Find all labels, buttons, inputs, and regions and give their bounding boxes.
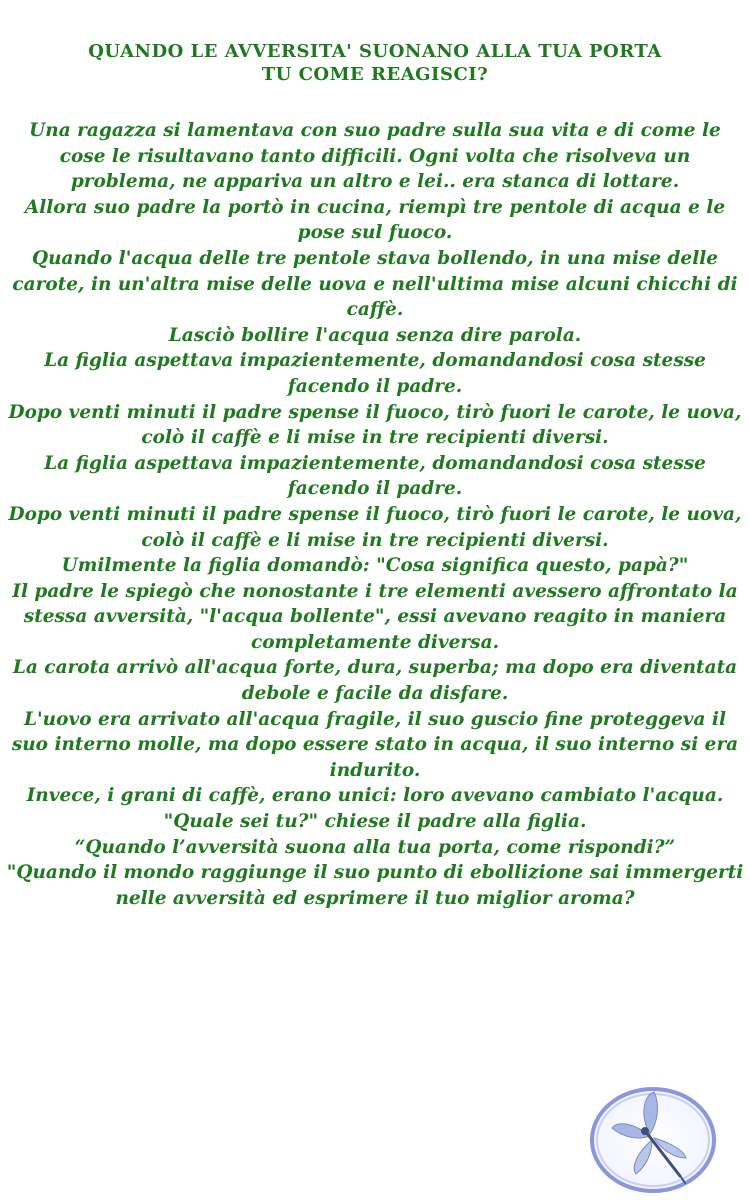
story-paragraph: La carota arrivò all'acqua forte, dura, superba; ma dopo era diventata debole e facile da disfare.: [12, 657, 738, 705]
story-text: [6, 118, 744, 911]
story-paragraph: Umilmente la figlia domandò: "Cosa significa questo, papà?": [61, 555, 689, 577]
story-paragraph: La figlia aspettava impazientemente, domandandosi cosa stesse facendo il padre.: [44, 350, 706, 397]
title-line-1: QUANDO LE AVVERSITA' SUONANO ALLA TUA PORTA: [88, 41, 662, 62]
story-paragraph: Dopo venti minuti il padre spense il fuoco, tirò fuori le carote, le uova, colò il caffè e li mise in tre recipienti diversi.: [8, 503, 742, 551]
story-paragraph: Il padre le spiegò che nonostante i tre elementi avessero affrontato la stessa avversità, "l'acqua bollente", essi avevano reagito in maniera completamente diversa.: [12, 580, 738, 653]
story-paragraph: Quando l'acqua delle tre pentole stava bollendo, in una mise delle carote, in un'altra mise delle uova e nell'ultima mise alcuni chicchi di caffè.: [12, 247, 738, 321]
story-paragraph: Dopo venti minuti il padre spense il fuoco, tirò fuori le carote, le uova, colò il caffè e li mise in tre recipienti diversi.: [8, 401, 742, 449]
story-paragraph: Invece, i grani di caffè, erano unici: loro avevano cambiato l'acqua.: [26, 785, 724, 807]
story-paragraph: "Quale sei tu?" chiese il padre alla figlia.: [163, 811, 587, 833]
story-paragraph: Allora suo padre la portò in cucina, riempì tre pentole di acqua e le pose sul fuoco.: [24, 196, 726, 244]
story-paragraph: Lasciò bollire l'acqua senza dire parola.: [168, 324, 582, 346]
dragonfly-icon: [588, 1084, 718, 1194]
story-paragraph: Una ragazza si lamentava con suo padre sulla sua vita e di come le cose le risultavano tanto difficili. Ogni volta che risolveva un problema, ne appariva un altro e lei.. era stanca di lottare.: [29, 120, 721, 193]
story-paragraph: “Quando l’avversità suona alla tua porta, come rispondi?”: [74, 836, 676, 858]
story-paragraph: "Quando il mondo raggiunge il suo punto di ebollizione sai immergerti nelle avversità ed esprimere il tuo miglior aroma?: [6, 862, 744, 909]
story-paragraph: La figlia aspettava impazientemente, domandandosi cosa stesse facendo il padre.: [44, 452, 706, 500]
title-line-2: TU COME REAGISCI?: [261, 64, 489, 85]
story-paragraph: L'uovo era arrivato all'acqua fragile, il suo guscio fine proteggeva il suo interno molle, ma dopo essere stato in acqua, il suo interno si era indurito.: [11, 708, 739, 781]
page-title: [20, 40, 730, 86]
